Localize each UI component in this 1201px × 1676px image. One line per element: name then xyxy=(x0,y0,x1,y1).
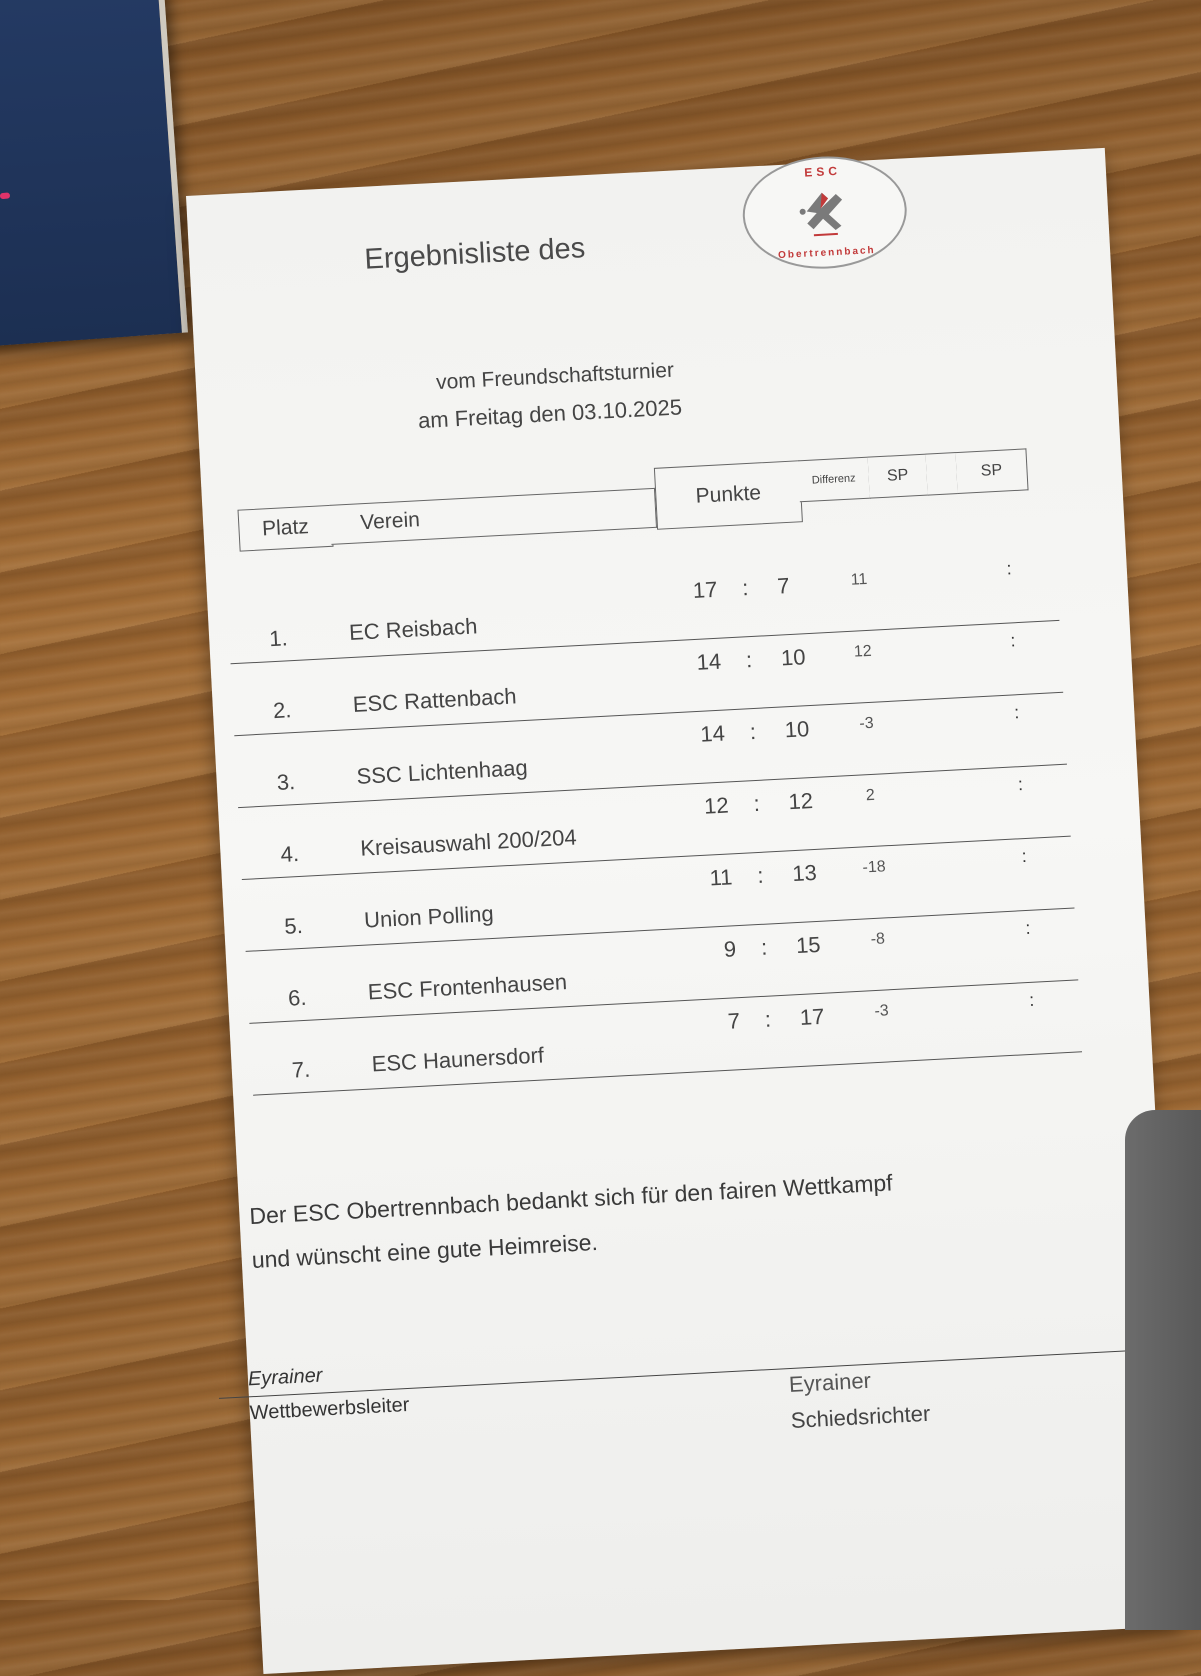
pink-mark xyxy=(0,192,10,199)
row-platz: 5. xyxy=(283,912,304,939)
closing-message xyxy=(248,1160,896,1282)
row-sp: : xyxy=(1017,774,1024,795)
row-differenz: -18 xyxy=(862,858,887,877)
row-differenz: -8 xyxy=(870,930,886,949)
subtitle-date: am Freitag den 03.10.2025 xyxy=(417,394,683,434)
row-verein: EC Reisbach xyxy=(348,613,478,646)
row-colon: : xyxy=(752,790,761,817)
row-differenz: 2 xyxy=(865,786,876,805)
row-verein: Kreisauswahl 200/204 xyxy=(359,824,578,861)
signature-right-title: Schiedsrichter xyxy=(790,1400,931,1434)
row-colon: : xyxy=(764,1006,772,1032)
document-title: Ergebnisliste des xyxy=(363,232,586,276)
row-punkte-plus: 14 xyxy=(695,648,722,675)
signature-block xyxy=(247,1319,1121,1454)
row-punkte-plus: 9 xyxy=(723,936,737,962)
row-platz: 6. xyxy=(287,984,308,1011)
row-punkte-minus: 10 xyxy=(780,644,807,671)
row-punkte-plus: 17 xyxy=(692,576,718,603)
row-colon: : xyxy=(745,647,753,673)
signature-left-title: Wettbewerbsleiter xyxy=(249,1393,410,1425)
row-verein: ESC Haunersdorf xyxy=(371,1042,545,1077)
row-colon: : xyxy=(760,934,768,960)
row-punkte-minus: 13 xyxy=(791,859,818,887)
row-sp: : xyxy=(1028,989,1035,1010)
signature-right-name: Eyrainer xyxy=(788,1367,872,1398)
row-punkte-minus: 7 xyxy=(776,572,791,599)
row-colon: : xyxy=(749,718,757,745)
logo-bottom-text: Obertrennbach xyxy=(777,244,876,262)
signature-rule xyxy=(219,1344,1201,1399)
row-punkte-minus: 12 xyxy=(787,788,814,815)
row-punkte-plus: 7 xyxy=(727,1008,741,1034)
blue-folder xyxy=(0,0,188,347)
row-sp: : xyxy=(1009,630,1016,651)
row-differenz: 11 xyxy=(850,570,868,589)
header-differenz: Differenz xyxy=(798,457,871,503)
row-platz: 4. xyxy=(279,841,300,867)
closing-line-2: und wünscht eine gute Heimreise. xyxy=(251,1228,599,1273)
closing-line-1: Der ESC Obertrennbach bedankt sich für den fairen Wettkampf xyxy=(248,1169,894,1230)
row-sp: : xyxy=(1013,702,1020,723)
header-sp-1: SP xyxy=(868,454,929,499)
row-colon: : xyxy=(756,862,765,889)
row-punkte-plus: 12 xyxy=(703,792,730,819)
header-punkte: Punkte xyxy=(654,460,803,530)
row-platz: 3. xyxy=(276,769,296,796)
row-punkte-plus: 14 xyxy=(699,720,726,747)
header-sp-2: SP xyxy=(955,448,1028,494)
header-verein: Verein xyxy=(329,488,657,545)
row-punkte-minus: 17 xyxy=(799,1003,825,1030)
skater-icon xyxy=(791,179,858,242)
row-punkte-plus: 11 xyxy=(708,864,734,891)
row-punkte-minus: 10 xyxy=(784,716,810,743)
row-differenz: -3 xyxy=(874,1002,890,1021)
row-differenz: 12 xyxy=(853,642,873,661)
logo-top-text: ESC xyxy=(803,163,842,180)
header-platz: Platz xyxy=(237,505,333,552)
phone-shadow xyxy=(1125,1110,1201,1630)
row-platz: 1. xyxy=(268,625,289,652)
signature-left-name: Eyrainer xyxy=(247,1364,323,1391)
subtitle-tournament: vom Freundschaftsturnier xyxy=(435,358,675,395)
row-sp: : xyxy=(1021,845,1028,867)
row-sp: : xyxy=(1006,558,1013,579)
row-verein: Union Polling xyxy=(363,900,495,933)
row-platz: 7. xyxy=(291,1056,311,1083)
row-colon: : xyxy=(741,575,750,601)
result-sheet xyxy=(186,148,1182,1674)
row-differenz: -3 xyxy=(858,714,875,733)
header-blank xyxy=(925,452,958,496)
row-sp: : xyxy=(1024,917,1031,939)
row-verein: ESC Frontenhausen xyxy=(367,969,568,1005)
row-verein: SSC Lichtenhaag xyxy=(355,754,529,789)
row-platz: 2. xyxy=(272,697,293,724)
club-logo xyxy=(740,152,910,272)
row-punkte-minus: 15 xyxy=(795,931,822,959)
row-verein: ESC Rattenbach xyxy=(352,683,518,717)
